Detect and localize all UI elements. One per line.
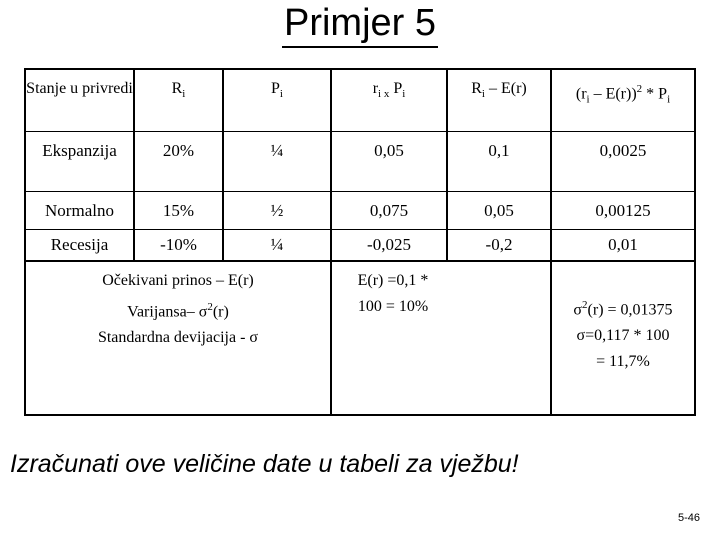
cell-pi: ½ xyxy=(270,201,284,220)
cell-deviation: -0,2 xyxy=(485,235,513,254)
table-rule xyxy=(24,260,696,262)
cell-ri: 15% xyxy=(162,201,195,220)
std-deviation-calc: σ=0,117 * 100 xyxy=(576,327,670,345)
cell-ri-x-pi: -0,025 xyxy=(367,235,411,254)
cell-weighted-square: 0,00125 xyxy=(595,201,651,220)
std-deviation-label: Standardna devijacija - σ xyxy=(97,329,259,347)
cell-deviation: 0,1 xyxy=(488,141,510,160)
expected-return-line: E(r) =0,1 * xyxy=(357,272,429,289)
cell-state: Normalno xyxy=(45,201,114,220)
header-weighted-square: $(r_i - E(r))^2 * P_i$ xyxy=(575,83,671,106)
cell-ri: 20% xyxy=(162,141,195,160)
header-ri: $R_i$ xyxy=(171,80,186,101)
header-deviation: $R_i - E(r)$ xyxy=(471,80,527,101)
cell-deviation: 0,05 xyxy=(484,201,514,220)
cell-state: Recesija xyxy=(50,235,109,254)
cell-weighted-square: 0,0025 xyxy=(599,141,647,160)
table-rule xyxy=(24,131,696,132)
header-state: Stanje u privredi xyxy=(26,80,133,97)
header-pi: $P_i$ xyxy=(271,80,283,101)
std-deviation-result: = 11,7% xyxy=(596,353,650,371)
exercise-instruction: Izračunati ove veličine date u tabeli za vježbu! xyxy=(10,450,519,478)
table-rule xyxy=(24,229,696,230)
variance-label: Varijansa– $\sigma^2(r)$ xyxy=(127,301,229,321)
summary-labels xyxy=(26,268,330,351)
variance-calc xyxy=(552,292,694,375)
table-rule xyxy=(24,191,696,192)
expected-return-result: 100 = 10% xyxy=(357,298,429,315)
expected-return-calc xyxy=(332,268,454,320)
slide-title: Primjer 5 xyxy=(0,0,720,48)
cell-pi: ¼ xyxy=(270,235,284,254)
cell-pi: ¼ xyxy=(270,141,284,160)
expected-return-label: Očekivani prinos – E(r) xyxy=(102,272,254,289)
header-ri-x-pi: $r_{i x}$ $P_i$ xyxy=(372,80,406,101)
cell-state: Ekspanzija xyxy=(42,141,117,160)
cell-ri: -10% xyxy=(160,235,197,254)
variance-result: $\sigma^2(r) = 0,01375$ xyxy=(573,299,673,319)
cell-ri-x-pi: 0,05 xyxy=(374,141,404,160)
slide-number: 5-46 xyxy=(677,512,700,524)
cell-weighted-square: 0,01 xyxy=(608,235,638,254)
cell-ri-x-pi: 0,075 xyxy=(369,201,409,220)
